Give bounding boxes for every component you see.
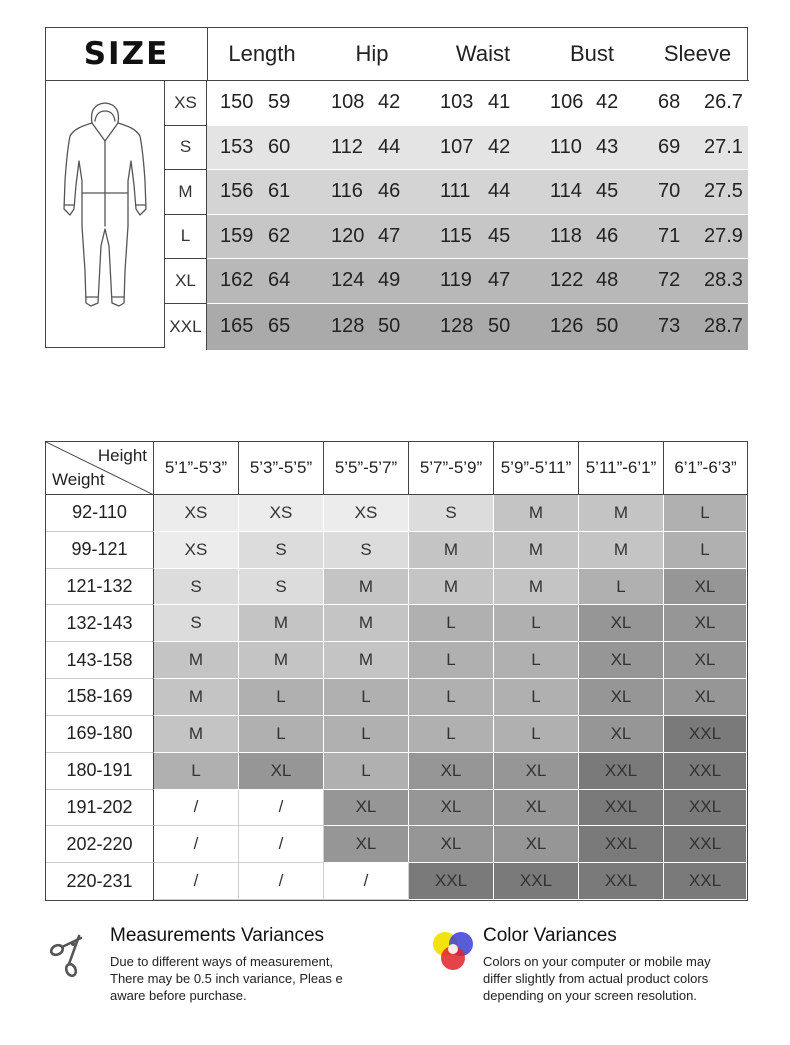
weight-range-label: 158-169: [46, 679, 154, 716]
size-values: [207, 215, 748, 260]
size-value-in: 42: [488, 135, 511, 158]
size-value-in: 48: [596, 269, 619, 292]
size-recommendation-cell: L: [409, 642, 494, 679]
size-label: L: [165, 215, 207, 260]
color-line-2: differ slightly from actual product colors: [483, 971, 709, 986]
weight-range-label: 169-180: [46, 716, 154, 753]
weight-range-label: 132-143: [46, 605, 154, 642]
size-recommendation-cell: M: [409, 532, 494, 569]
weight-range-label: 99-121: [46, 532, 154, 569]
size-recommendation-cell: XS: [154, 532, 239, 569]
color-title: Color Variances: [483, 925, 617, 946]
size-recommendation-cell: L: [664, 495, 747, 532]
size-recommendation-cell: XXL: [579, 826, 664, 863]
size-value-cm: 106: [550, 91, 584, 114]
size-value-in: 44: [488, 180, 511, 203]
size-recommendation-cell: XXL: [664, 753, 747, 790]
size-recommendation-cell: S: [324, 532, 409, 569]
measurement-line-2: There may be 0.5 inch variance, Pleas e: [110, 971, 343, 986]
size-recommendation-cell: L: [409, 605, 494, 642]
color-wheel-icon: [430, 929, 476, 975]
size-recommendation-cell: M: [239, 642, 324, 679]
size-value-cm: 103: [440, 91, 474, 114]
size-recommendation-cell: XL: [239, 753, 324, 790]
column-length: Length: [228, 41, 296, 66]
measurement-title: Measurements Variances: [110, 925, 325, 946]
size-recommendation-cell: XL: [324, 826, 409, 863]
size-recommendation-cell: M: [239, 605, 324, 642]
size-recommendation-cell: /: [154, 790, 239, 827]
size-recommendation-cell: XXL: [579, 863, 664, 900]
size-value-in: 59: [268, 91, 291, 114]
size-value-in: 50: [378, 315, 401, 337]
size-recommendation-cell: M: [494, 569, 579, 606]
size-recommendation-cell: M: [579, 532, 664, 569]
size-recommendation-cell: XL: [494, 826, 579, 863]
size-recommendation-cell: L: [494, 679, 579, 716]
size-value-in: 50: [596, 315, 619, 337]
size-row-xs: [165, 81, 749, 126]
size-value-cm: 165: [220, 315, 254, 337]
size-row-xl: [165, 259, 749, 304]
size-recommendation-cell: /: [239, 790, 324, 827]
size-recommendation-cell: XL: [494, 753, 579, 790]
height-range-header: 5’5”-5’7”: [324, 442, 409, 495]
size-value-cm: 122: [550, 269, 584, 292]
size-value-cm: 70: [658, 180, 681, 203]
size-recommendation-cell: L: [494, 642, 579, 679]
size-recommendation-cell: S: [154, 605, 239, 642]
size-recommendation-cell: /: [154, 826, 239, 863]
size-value-cm: 162: [220, 269, 254, 292]
size-value-in: 45: [488, 224, 511, 247]
size-label: XS: [165, 81, 207, 126]
weight-range-label: 191-202: [46, 790, 154, 827]
size-label: M: [165, 170, 207, 215]
size-recommendation-cell: /: [324, 863, 409, 900]
size-recommendation-cell: L: [579, 569, 664, 606]
weight-range-label: 180-191: [46, 753, 154, 790]
size-recommendation-cell: XL: [579, 642, 664, 679]
size-recommendation-cell: XXL: [579, 753, 664, 790]
size-recommendation-cell: M: [154, 679, 239, 716]
size-value-in: 45: [596, 180, 619, 203]
size-value-in: 47: [488, 269, 511, 292]
size-recommendation-cell: L: [664, 532, 747, 569]
size-value-in: 65: [268, 315, 291, 337]
size-recommendation-cell: XL: [664, 569, 747, 606]
weight-range-label: 121-132: [46, 569, 154, 606]
size-value-in: 50: [488, 315, 511, 337]
size-value-cm: 119: [440, 269, 472, 292]
size-label: XXL: [165, 304, 207, 350]
size-recommendation-cell: XXL: [494, 863, 579, 900]
size-recommendation-cell: M: [324, 642, 409, 679]
size-title: SIZE: [46, 28, 208, 80]
size-row-m: [165, 170, 749, 215]
size-recommendation-cell: XXL: [409, 863, 494, 900]
size-recommendation-cell: XL: [324, 790, 409, 827]
measurement-line-3: aware before purchase.: [110, 988, 247, 1003]
size-value-in: 27.5: [704, 180, 743, 203]
size-value-cm: 112: [331, 135, 363, 158]
size-value-cm: 118: [550, 224, 582, 247]
size-row-xxl: [165, 304, 749, 350]
size-recommendation-cell: XL: [664, 679, 747, 716]
column-sleeve: Sleeve: [663, 41, 732, 66]
size-value-in: 27.9: [704, 224, 743, 247]
corner-height-label: Height: [97, 446, 147, 465]
size-recommendation-cell: L: [494, 716, 579, 753]
height-range-header: 5’7”-5’9”: [409, 442, 494, 495]
scissors-icon: [48, 930, 88, 978]
size-value-cm: 68: [658, 91, 681, 114]
size-recommendation-cell: XL: [409, 826, 494, 863]
column-waist: Waist: [455, 41, 511, 66]
size-value-cm: 128: [331, 315, 365, 337]
size-recommendation-cell: L: [324, 753, 409, 790]
size-recommendation-cell: XL: [579, 605, 664, 642]
color-line-3: depending on your screen resolution.: [483, 988, 697, 1003]
size-recommendation-cell: /: [154, 863, 239, 900]
height-range-header: 5’9”-5’11”: [494, 442, 579, 495]
size-value-cm: 110: [550, 135, 582, 158]
size-value-cm: 120: [331, 224, 365, 247]
size-recommendation-cell: M: [494, 495, 579, 532]
size-values: [207, 304, 748, 350]
size-recommendation-cell: XL: [409, 753, 494, 790]
size-value-cm: 107: [440, 135, 474, 158]
size-row-s: [165, 126, 749, 171]
size-recommendation-cell: L: [494, 605, 579, 642]
size-value-in: 41: [488, 91, 511, 114]
size-value-in: 42: [596, 91, 619, 114]
size-recommendation-cell: /: [239, 826, 324, 863]
size-values: [207, 81, 748, 126]
size-recommendation-cell: L: [239, 716, 324, 753]
size-value-cm: 116: [331, 180, 363, 203]
height-range-header: 5’11”-6’1”: [579, 442, 664, 495]
size-values: [207, 126, 748, 171]
size-value-in: 46: [378, 180, 401, 203]
size-value-cm: 114: [550, 180, 582, 203]
size-recommendation-cell: M: [324, 569, 409, 606]
size-value-cm: 71: [658, 224, 681, 247]
size-recommendation-cell: XL: [494, 790, 579, 827]
size-value-in: 61: [268, 180, 291, 203]
size-value-in: 42: [378, 91, 401, 114]
size-recommendation-cell: S: [154, 569, 239, 606]
corner-weight-label: Weight: [52, 470, 105, 489]
chart-corner: [46, 442, 154, 495]
size-label: XL: [165, 259, 207, 304]
size-recommendation-cell: M: [579, 495, 664, 532]
coverall-garment-icon: [46, 81, 165, 348]
size-table-header: [46, 28, 749, 81]
size-row-l: [165, 215, 749, 260]
size-recommendation-cell: L: [324, 716, 409, 753]
weight-range-label: 92-110: [46, 495, 154, 532]
height-weight-chart: [45, 441, 748, 901]
size-recommendation-cell: XXL: [664, 863, 747, 900]
size-label: S: [165, 126, 207, 171]
size-recommendation-cell: M: [154, 716, 239, 753]
color-text: [483, 953, 763, 1004]
height-range-header: 5’3”-5’5”: [239, 442, 324, 495]
size-recommendation-cell: XS: [239, 495, 324, 532]
size-value-in: 46: [596, 224, 619, 247]
size-value-in: 28.7: [704, 315, 743, 337]
size-value-cm: 115: [440, 224, 472, 247]
weight-range-label: 202-220: [46, 826, 154, 863]
size-recommendation-cell: XXL: [664, 716, 747, 753]
size-value-cm: 150: [220, 91, 254, 114]
size-value-cm: 128: [440, 315, 474, 337]
size-value-cm: 73: [658, 315, 681, 337]
measurement-line-1: Due to different ways of measurement,: [110, 954, 334, 969]
size-value-cm: 159: [220, 224, 254, 247]
size-value-in: 26.7: [704, 91, 743, 114]
size-recommendation-cell: M: [324, 605, 409, 642]
size-recommendation-cell: XL: [664, 642, 747, 679]
size-recommendation-cell: XS: [324, 495, 409, 532]
size-recommendation-cell: L: [239, 679, 324, 716]
size-recommendation-cell: S: [239, 569, 324, 606]
size-recommendation-cell: XXL: [664, 826, 747, 863]
size-value-cm: 72: [658, 269, 681, 292]
size-recommendation-cell: XXL: [664, 790, 747, 827]
size-recommendation-cell: XL: [409, 790, 494, 827]
size-recommendation-cell: XL: [664, 605, 747, 642]
size-recommendation-cell: L: [154, 753, 239, 790]
size-value-in: 60: [268, 135, 291, 158]
size-recommendation-cell: S: [409, 495, 494, 532]
weight-range-label: 220-231: [46, 863, 154, 900]
size-value-in: 43: [596, 135, 619, 158]
size-recommendation-cell: XL: [579, 679, 664, 716]
size-value-cm: 153: [220, 135, 254, 158]
color-line-1: Colors on your computer or mobile may: [483, 954, 711, 969]
size-recommendation-cell: M: [494, 532, 579, 569]
size-recommendation-cell: L: [324, 679, 409, 716]
size-value-in: 44: [378, 135, 401, 158]
size-value-in: 62: [268, 224, 291, 247]
column-hip: Hip: [355, 41, 389, 66]
size-recommendation-cell: M: [154, 642, 239, 679]
size-value-cm: 69: [658, 135, 681, 158]
size-recommendation-cell: M: [409, 569, 494, 606]
size-value-cm: 126: [550, 315, 584, 337]
size-values: [207, 170, 748, 215]
measurement-text: [110, 953, 400, 1004]
size-recommendation-cell: XXL: [579, 790, 664, 827]
size-recommendation-cell: S: [239, 532, 324, 569]
size-table: [45, 27, 748, 348]
size-value-cm: 108: [331, 91, 365, 114]
size-recommendation-cell: L: [409, 716, 494, 753]
column-bust: Bust: [569, 41, 615, 66]
height-range-header: 5’1”-5’3”: [154, 442, 239, 495]
size-value-in: 27.1: [704, 135, 743, 158]
height-range-header: 6’1”-6’3”: [664, 442, 747, 495]
size-value-cm: 124: [331, 269, 365, 292]
size-value-in: 64: [268, 269, 291, 292]
size-value-in: 28.3: [704, 269, 743, 292]
size-recommendation-cell: L: [409, 679, 494, 716]
size-recommendation-cell: XS: [154, 495, 239, 532]
size-values: [207, 259, 748, 304]
size-recommendation-cell: /: [239, 863, 324, 900]
size-value-cm: 111: [440, 180, 471, 203]
size-value-cm: 156: [220, 180, 254, 203]
size-value-in: 47: [378, 224, 401, 247]
weight-range-label: 143-158: [46, 642, 154, 679]
size-recommendation-cell: XL: [579, 716, 664, 753]
size-value-in: 49: [378, 269, 401, 292]
